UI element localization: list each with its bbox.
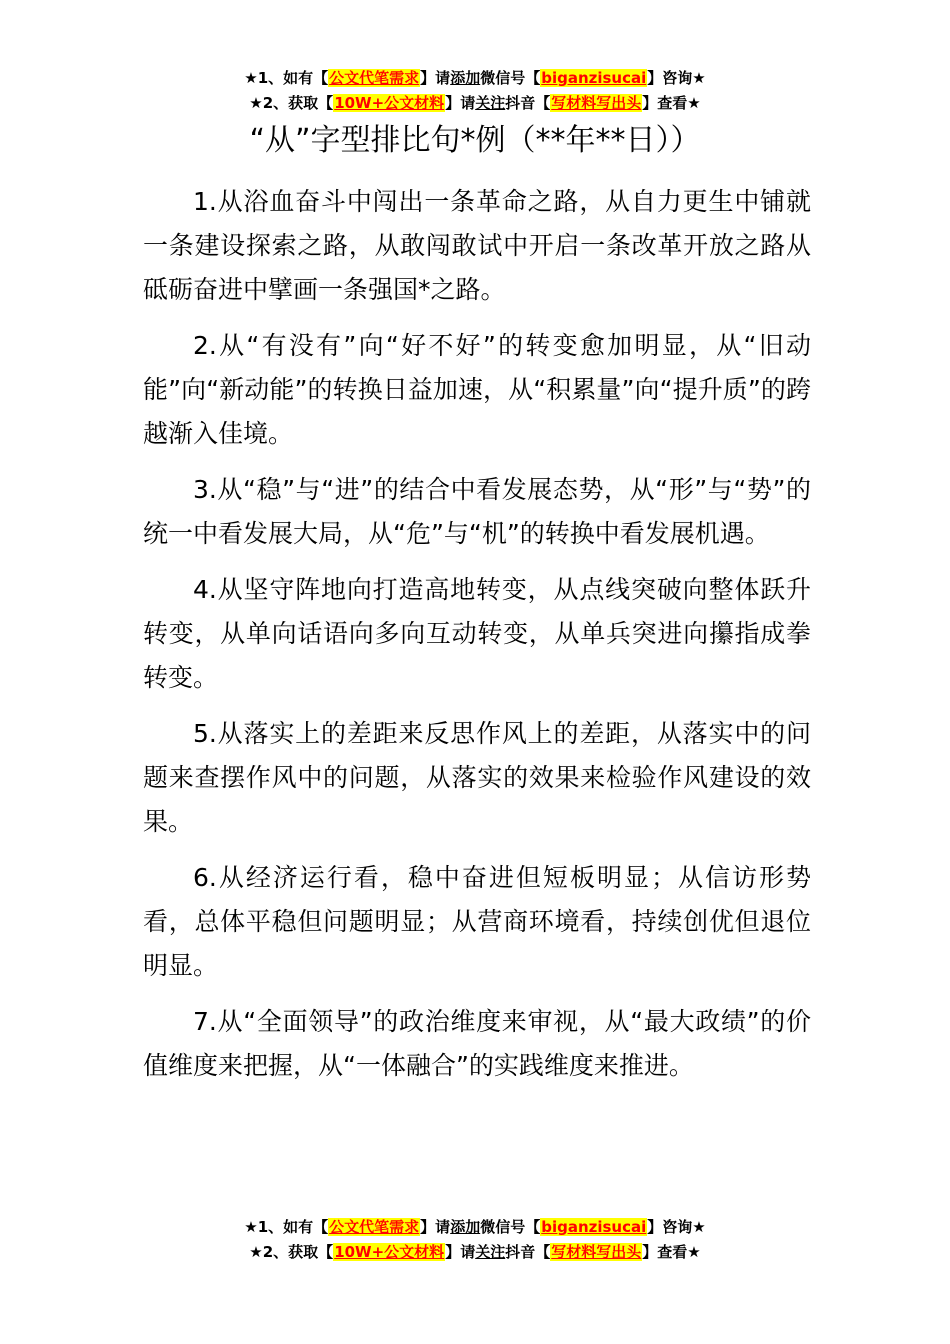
paragraph-1: 1.从浴血奋斗中闯出一条革命之路，从自力更生中铺就一条建设探索之路，从敢闯敢试中开启一条改革开放之路从砥砺奋进中擘画一条强国*之路。	[143, 187, 811, 304]
banner-text: 】咨询★	[647, 69, 706, 87]
paragraph-7: 7.从“全面领导”的政治维度来审视，从“最大政绩”的价值维度来把握，从“一体融合”的实践维度来推进。	[143, 1007, 811, 1080]
paragraph-4: 4.从坚守阵地向打造高地转变，从点线突破向整体跃升转变，从单向话语向多向互动转变，从单兵突进向攥指成拳转变。	[143, 575, 811, 692]
banner-highlight: biganzisucai	[541, 69, 647, 87]
banner-highlight: 10W+公文材料	[334, 1243, 445, 1261]
banner-underline: 添加	[450, 1218, 481, 1236]
header-banner	[0, 66, 950, 116]
banner-text: 微信号【	[480, 69, 541, 87]
banner-text: ★2、获取【	[249, 1243, 334, 1261]
banner-highlight: 公文代笔需求	[329, 1218, 420, 1236]
banner-highlight: biganzisucai	[541, 1218, 647, 1236]
banner-text: ★1、如有【	[244, 69, 329, 87]
banner-text: 】请	[420, 1218, 451, 1236]
footer-banner	[0, 1215, 950, 1265]
banner-highlight: 写材料写出头	[551, 1243, 642, 1261]
banner-text: 】请	[445, 1243, 476, 1261]
banner-text: ★2、获取【	[249, 94, 334, 112]
banner-highlight: 写材料写出头	[551, 94, 642, 112]
banner-highlight: 公文代笔需求	[329, 69, 420, 87]
paragraph-3: 3.从“稳”与“进”的结合中看发展态势，从“形”与“势”的统一中看发展大局，从“危”与“机”的转换中看发展机遇。	[143, 475, 811, 548]
banner-underline: 添加	[450, 69, 481, 87]
paragraph-5: 5.从落实上的差距来反思作风上的差距，从落实中的问题来查摆作风中的问题，从落实的效果来检验作风建设的效果。	[143, 719, 811, 836]
banner-text: 】咨询★	[647, 1218, 706, 1236]
banner-underline: 关注	[475, 1243, 506, 1261]
banner-line-1	[0, 66, 950, 91]
paragraph-2: 2.从“有没有”向“好不好”的转变愈加明显，从“旧动能”向“新动能”的转换日益加速，从“积累量”向“提升质”的跨越渐入佳境。	[143, 331, 811, 448]
banner-text: 抖音【	[505, 1243, 551, 1261]
banner-text: 微信号【	[480, 1218, 541, 1236]
banner-line-1	[0, 1215, 950, 1240]
paragraph-6: 6.从经济运行看，稳中奋进但短板明显；从信访形势看，总体平稳但问题明显；从营商环境看，持续创优但退位明显。	[143, 863, 811, 980]
document-body	[143, 180, 811, 1100]
banner-text: 】查看★	[642, 94, 701, 112]
banner-line-2	[0, 1240, 950, 1265]
banner-line-2	[0, 91, 950, 116]
banner-highlight: 10W+公文材料	[334, 94, 445, 112]
banner-text: 】请	[445, 94, 476, 112]
banner-text: 抖音【	[505, 94, 551, 112]
banner-text: ★1、如有【	[244, 1218, 329, 1236]
banner-underline: 关注	[475, 94, 506, 112]
document-title: “从”字型排比句*例（**年**日））	[249, 123, 701, 158]
banner-text: 】查看★	[642, 1243, 701, 1261]
banner-text: 】请	[420, 69, 451, 87]
